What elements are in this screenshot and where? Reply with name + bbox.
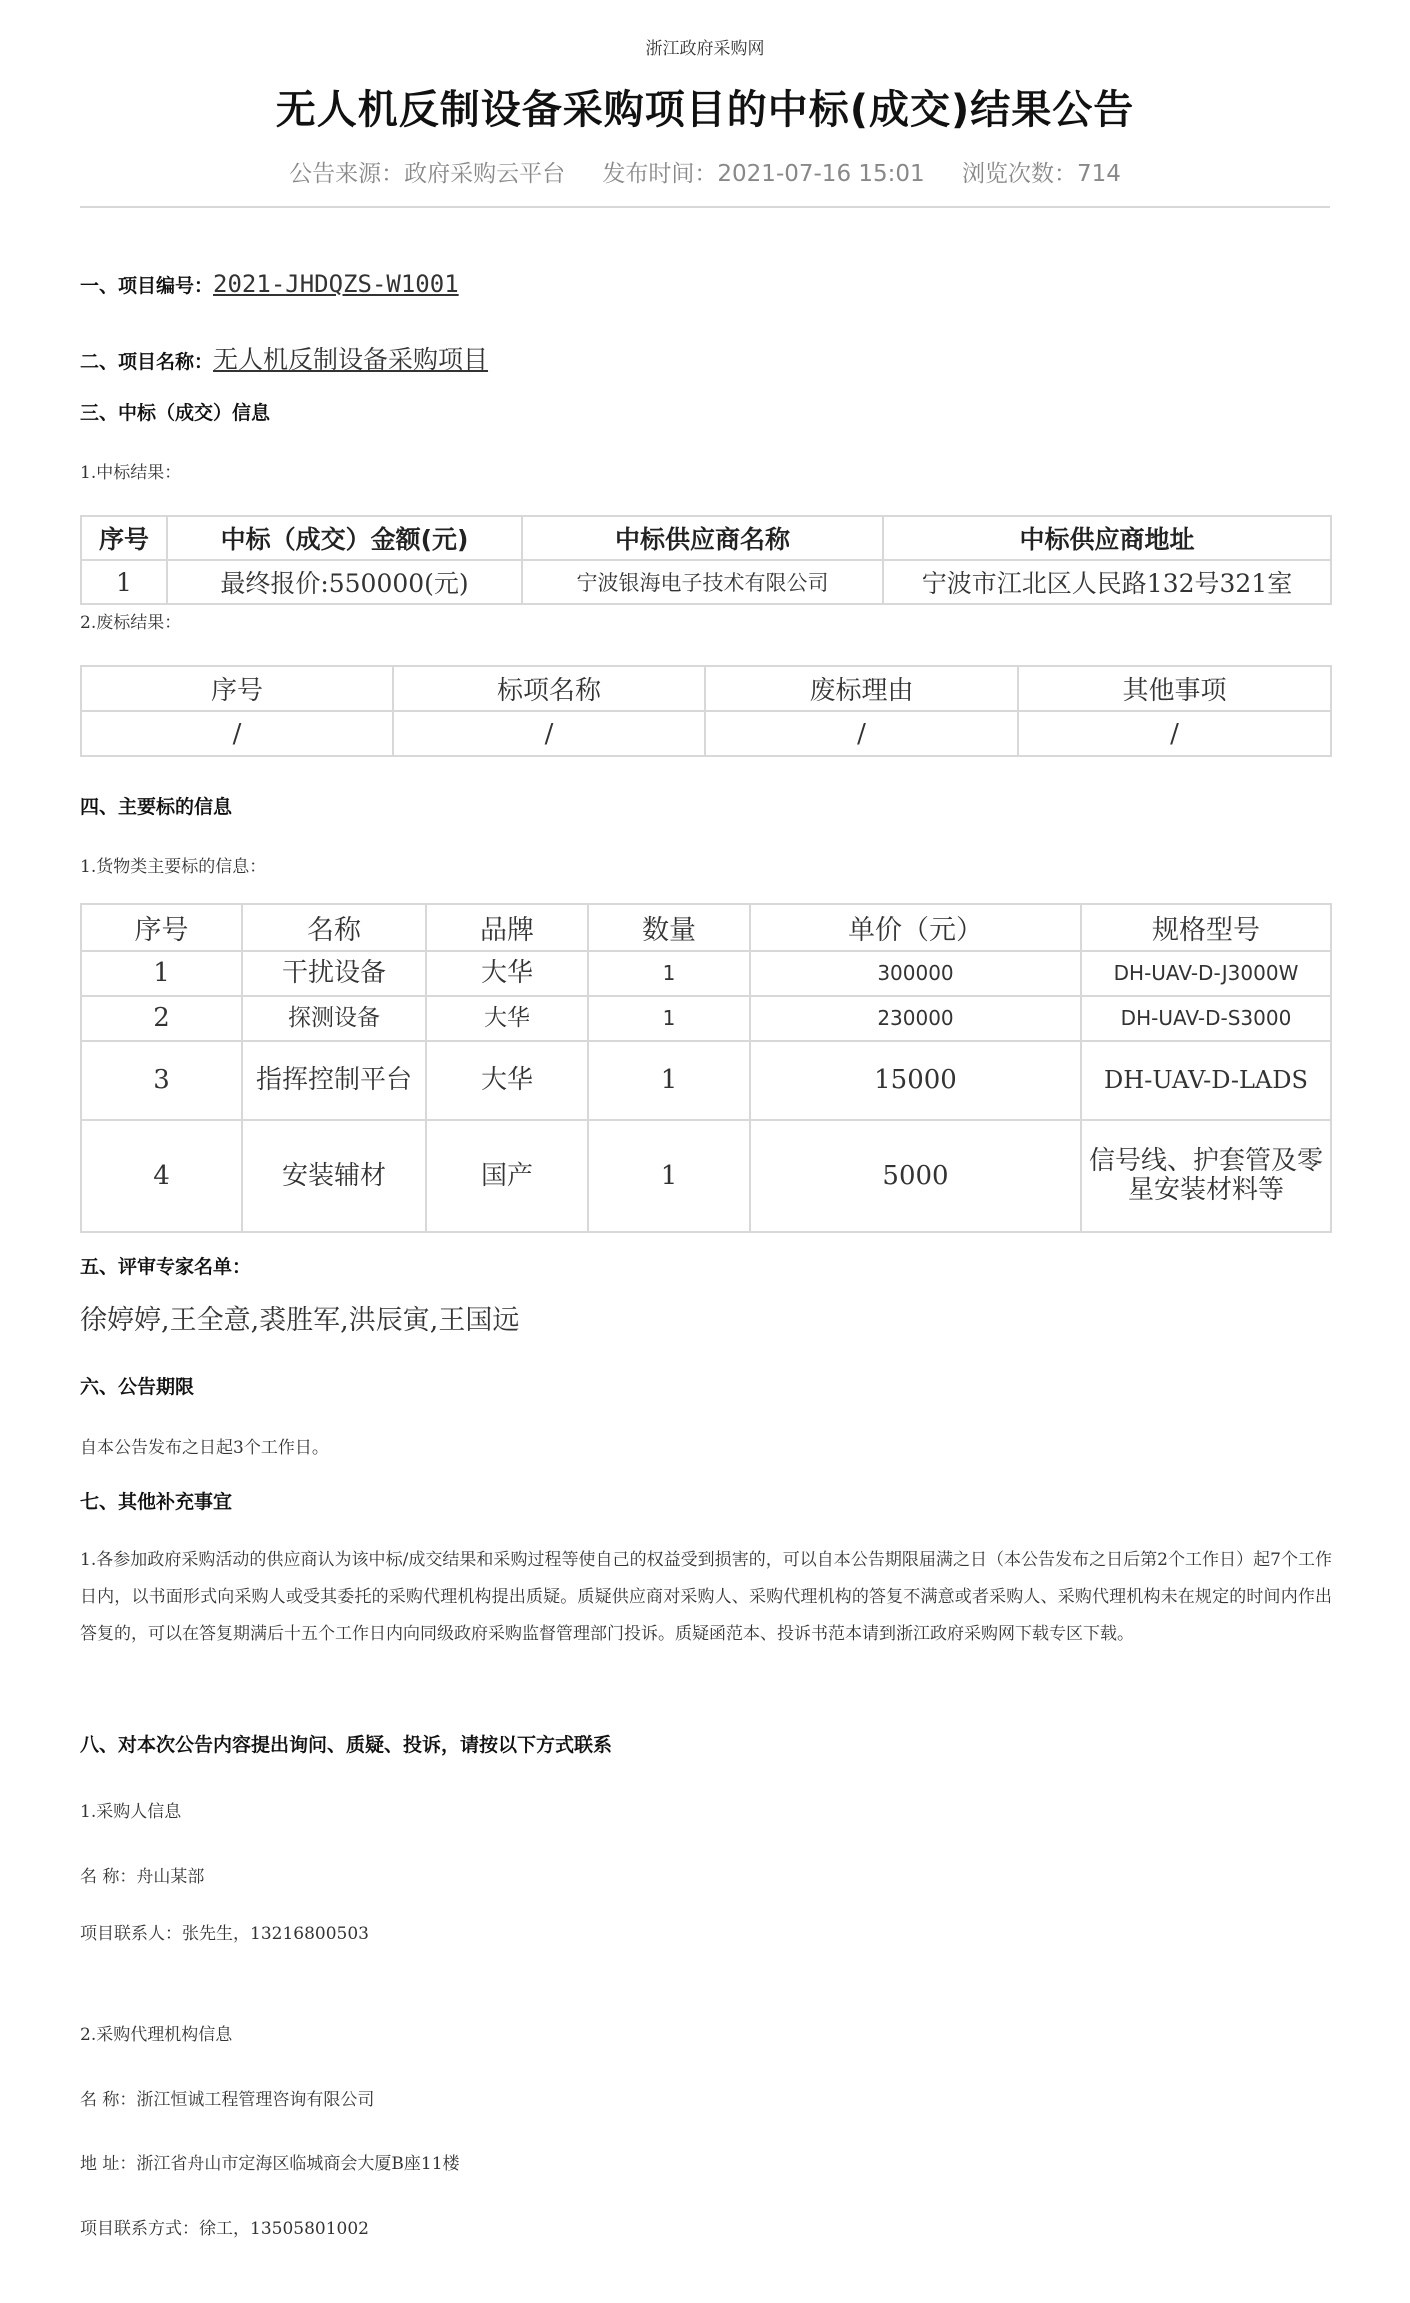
- table-cell: 1: [588, 996, 750, 1041]
- other-matters-paragraph: 1.各参加政府采购活动的供应商认为该中标/成交结果和采购过程等使自己的权益受到损害的，可以自本公告期限届满之日（本公告发布之日后第2个工作日）起7个工作日内，以书面形式向采购人或受其委托的采购代理机构提出质疑。质疑供应商对采购人、采购代理机构的答复不满意或者采购人、采购代理机构未在规定的时间内作出答复的，可以在答复期满后十五个工作日内向同级政府采购监督管理部门投诉。质疑函范本、投诉书范本请到浙江政府采购网下载专区下载。: [80, 1550, 1332, 1644]
- table-cell: 1: [81, 560, 167, 604]
- agency-name: 名 称：浙江恒诚工程管理咨询有限公司: [80, 2090, 375, 2110]
- project-number-line: [80, 270, 459, 298]
- agency-contact: 项目联系方式：徐工，13505801002: [80, 2219, 369, 2239]
- table-cell: 300000: [750, 951, 1081, 996]
- announcement-meta: [0, 155, 1410, 188]
- purchaser-contact: 项目联系人：张先生，13216800503: [80, 1924, 369, 1944]
- goods-subtitle: 1.货物类主要标的信息：: [80, 857, 267, 877]
- expert-list: 徐婷婷,王全意,裘胜军,洪辰寅,王国远: [80, 1305, 520, 1336]
- table-header: 单价（元）: [750, 904, 1081, 951]
- table-cell: 大华: [426, 1041, 588, 1120]
- section-contact-heading: 八、对本次公告内容提出询问、质疑、投诉，请按以下方式联系: [80, 1734, 613, 1756]
- table-cell: 干扰设备: [242, 951, 426, 996]
- award-table: [80, 515, 1332, 605]
- table-cell: 5000: [750, 1120, 1081, 1232]
- table-header-row: [81, 904, 1331, 951]
- table-header: 标项名称: [393, 666, 705, 711]
- table-cell: 3: [81, 1041, 242, 1120]
- source-label: 公告来源：政府采购云平台: [289, 161, 566, 187]
- table-cell: 宁波银海电子技术有限公司: [522, 560, 883, 604]
- table-row: [81, 951, 1331, 996]
- section-other-heading: 七、其他补充事宜: [80, 1491, 233, 1513]
- table-header: 中标供应商地址: [883, 516, 1331, 560]
- title-divider: [80, 206, 1330, 208]
- table-header: 中标（成交）金额(元): [167, 516, 522, 560]
- table-cell: 1: [588, 1041, 750, 1120]
- table-header: 序号: [81, 666, 393, 711]
- table-cell: /: [393, 711, 705, 756]
- table-row: [81, 711, 1331, 756]
- table-cell: 1: [81, 951, 242, 996]
- project-name-label: 二、项目名称：: [80, 351, 214, 373]
- table-header: 中标供应商名称: [522, 516, 883, 560]
- table-cell: 大华: [426, 951, 588, 996]
- table-cell: 安装辅材: [242, 1120, 426, 1232]
- table-cell: DH-UAV-D-LADS: [1081, 1041, 1331, 1120]
- table-row: [81, 1041, 1331, 1120]
- table-header-row: [81, 666, 1331, 711]
- section-period-heading: 六、公告期限: [80, 1376, 195, 1398]
- agency-info-title: 2.采购代理机构信息: [80, 2025, 233, 2045]
- table-header: 规格型号: [1081, 904, 1331, 951]
- published-time: 发布时间：2021-07-16 15:01: [602, 161, 925, 187]
- section-goods-heading: 四、主要标的信息: [80, 796, 233, 818]
- agency-address: 地 址：浙江省舟山市定海区临城商会大厦B座11楼: [80, 2154, 460, 2174]
- table-header: 名称: [242, 904, 426, 951]
- table-row: [81, 1120, 1331, 1232]
- section-award-heading: 三、中标（成交）信息: [80, 402, 271, 424]
- project-number-label: 一、项目编号：: [80, 275, 214, 297]
- award-result-subtitle: 1.中标结果：: [80, 463, 182, 483]
- failed-table: [80, 665, 1332, 757]
- table-cell: 国产: [426, 1120, 588, 1232]
- period-text: 自本公告发布之日起3个工作日。: [80, 1438, 329, 1458]
- table-header: 其他事项: [1018, 666, 1331, 711]
- table-header: 序号: [81, 904, 242, 951]
- table-cell: 15000: [750, 1041, 1081, 1120]
- table-row: [81, 560, 1331, 604]
- page-title: 无人机反制设备采购项目的中标(成交)结果公告: [275, 87, 1135, 133]
- table-header: 废标理由: [705, 666, 1018, 711]
- project-number-value: 2021-JHDQZS-W1001: [213, 270, 459, 298]
- section-experts-heading: 五、评审专家名单：: [80, 1256, 252, 1278]
- table-cell: 宁波市江北区人民路132号321室: [883, 560, 1331, 604]
- table-row: [81, 996, 1331, 1041]
- table-cell: /: [705, 711, 1018, 756]
- table-header: 数量: [588, 904, 750, 951]
- table-cell: DH-UAV-D-S3000: [1081, 996, 1331, 1041]
- failed-result-subtitle: 2.废标结果：: [80, 613, 182, 633]
- table-cell: 230000: [750, 996, 1081, 1041]
- purchaser-info-title: 1.采购人信息: [80, 1802, 182, 1822]
- table-header: 品牌: [426, 904, 588, 951]
- table-cell: 信号线、护套管及零星安装材料等: [1081, 1120, 1331, 1232]
- table-cell: 大华: [426, 996, 588, 1041]
- goods-table: [80, 903, 1332, 1233]
- site-name: 浙江政府采购网: [645, 39, 765, 59]
- project-name-value: 无人机反制设备采购项目: [213, 345, 489, 374]
- table-cell: 指挥控制平台: [242, 1041, 426, 1120]
- table-header-row: [81, 516, 1331, 560]
- table-cell: /: [1018, 711, 1331, 756]
- table-cell: 最终报价:550000(元): [167, 560, 522, 604]
- table-header: 序号: [81, 516, 167, 560]
- project-name-line: [80, 340, 488, 376]
- table-cell: 2: [81, 996, 242, 1041]
- purchaser-name: 名 称：舟山某部: [80, 1867, 205, 1887]
- table-cell: 1: [588, 951, 750, 996]
- table-cell: DH-UAV-D-J3000W: [1081, 951, 1331, 996]
- view-count: 浏览次数：714: [961, 161, 1121, 187]
- table-cell: /: [81, 711, 393, 756]
- table-cell: 4: [81, 1120, 242, 1232]
- table-cell: 1: [588, 1120, 750, 1232]
- table-cell: 探测设备: [242, 996, 426, 1041]
